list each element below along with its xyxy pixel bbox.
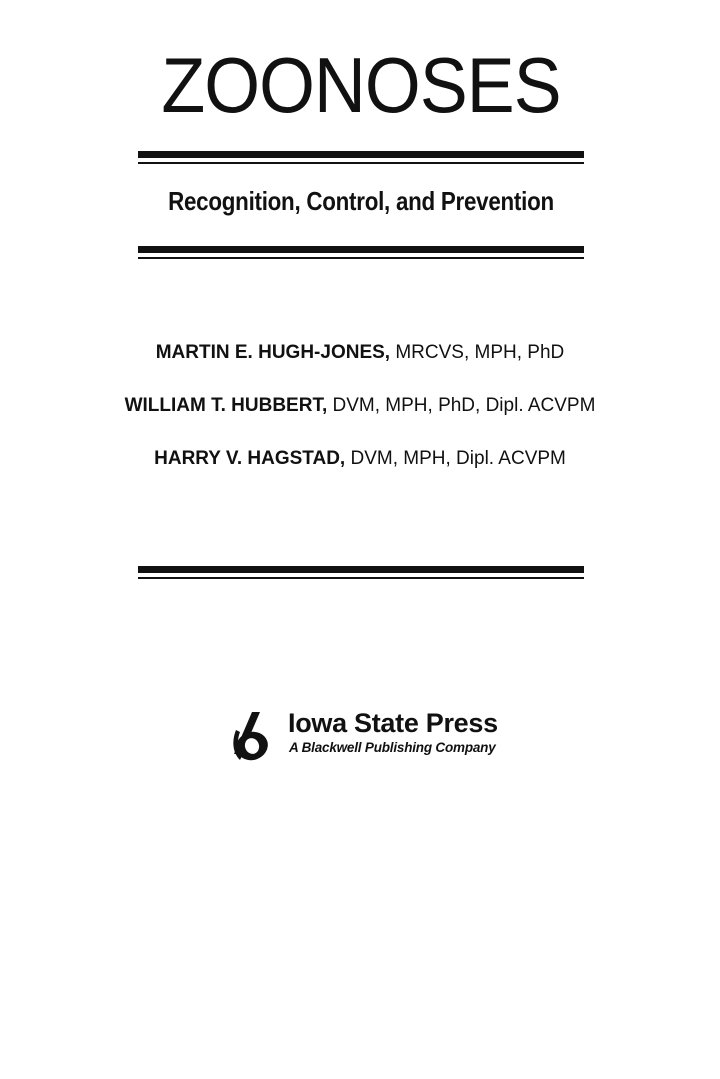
blackwell-b-logo-icon (230, 710, 276, 764)
title-divider (138, 151, 584, 164)
author-credentials: MRCVS, MPH, PhD (390, 342, 565, 363)
publisher-tagline: A Blackwell Publishing Company (289, 740, 496, 755)
book-title: ZOONOSES (161, 41, 561, 129)
authors-divider (138, 566, 584, 579)
author-credentials: DVM, MPH, Dipl. ACVPM (345, 448, 566, 469)
subtitle-divider (138, 246, 584, 259)
author-name: MARTIN E. HUGH-JONES, (155, 342, 391, 363)
author-line (0, 343, 720, 362)
author-line (0, 449, 720, 468)
author-name: HARRY V. HAGSTAD, (154, 448, 346, 469)
publisher-name: Iowa State Press (288, 708, 498, 738)
author-line (0, 396, 720, 415)
author-name: WILLIAM T. HUBBERT, (124, 395, 328, 416)
author-credentials: DVM, MPH, PhD, Dipl. ACVPM (327, 395, 596, 416)
book-subtitle: Recognition, Control, and Prevention (168, 186, 554, 216)
